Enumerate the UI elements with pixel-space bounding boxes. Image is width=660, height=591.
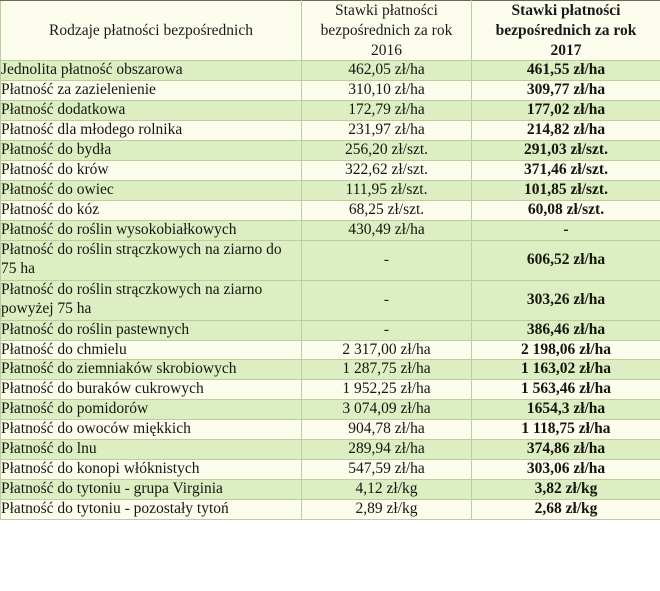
cell-rate-2016: 430,49 zł/ha — [302, 220, 472, 240]
cell-rate-2016: 904,78 zł/ha — [302, 420, 472, 440]
cell-rate-2017: 291,03 zł/szt. — [472, 141, 660, 161]
cell-payment-type: Płatność dodatkowa — [1, 101, 302, 121]
cell-rate-2017: 461,55 zł/ha — [472, 61, 660, 81]
cell-rate-2016: 172,79 zł/ha — [302, 101, 472, 121]
cell-payment-type: Płatność do konopi włóknistych — [1, 459, 302, 479]
cell-rate-2017: 3,82 zł/kg — [472, 479, 660, 499]
table-header — [1, 1, 660, 61]
cell-payment-type: Płatność za zazielenienie — [1, 81, 302, 101]
table-row — [1, 101, 660, 121]
column-header-rates-2016-year: 2016 — [371, 41, 402, 59]
cell-rate-2016: 256,20 zł/szt. — [302, 141, 472, 161]
cell-rate-2016: 111,95 zł/szt. — [302, 180, 472, 200]
cell-payment-type: Płatność do roślin pastewnych — [1, 320, 302, 340]
cell-rate-2017: 386,46 zł/ha — [472, 320, 660, 340]
column-header-rates-2016-line1: Stawki płatności — [335, 2, 438, 19]
cell-rate-2017: 2,68 zł/kg — [472, 499, 660, 519]
column-header-payment-type-label: Rodzaje płatności bezpośrednich — [48, 21, 253, 39]
cell-rate-2016: 462,05 zł/ha — [302, 61, 472, 81]
cell-rate-2016: 68,25 zł/szt. — [302, 200, 472, 220]
table-row — [1, 380, 660, 400]
cell-rate-2016: 322,62 zł/szt. — [302, 161, 472, 181]
column-header-rates-2017 — [472, 1, 660, 61]
table-row — [1, 121, 660, 141]
cell-rate-2016: 2,89 zł/kg — [302, 499, 472, 519]
table-row — [1, 400, 660, 420]
table-row — [1, 240, 660, 280]
cell-payment-type: Jednolita płatność obszarowa — [1, 61, 302, 81]
cell-rate-2017: 214,82 zł/ha — [472, 121, 660, 141]
cell-rate-2016: - — [302, 240, 472, 280]
table-row — [1, 479, 660, 499]
table-row — [1, 141, 660, 161]
cell-payment-type: Płatność do ziemniaków skrobiowych — [1, 360, 302, 380]
table-row — [1, 420, 660, 440]
cell-rate-2016: 547,59 zł/ha — [302, 459, 472, 479]
cell-rate-2016: 3 074,09 zł/ha — [302, 400, 472, 420]
cell-payment-type: Płatność do owoców miękkich — [1, 420, 302, 440]
column-header-rates-2017-line1: Stawki płatności — [511, 2, 621, 19]
cell-rate-2017: 177,02 zł/ha — [472, 101, 660, 121]
cell-rate-2017: 1 563,46 zł/ha — [472, 380, 660, 400]
cell-payment-type: Płatność do roślin strączkowych na ziarno do 75 ha — [1, 240, 302, 280]
cell-payment-type: Płatność do roślin strączkowych na ziarno powyżej 75 ha — [1, 280, 302, 320]
table-row — [1, 440, 660, 460]
cell-rate-2017: 101,85 zł/szt. — [472, 180, 660, 200]
cell-rate-2017: 1 118,75 zł/ha — [472, 420, 660, 440]
cell-payment-type: Płatność do roślin wysokobiałkowych — [1, 220, 302, 240]
cell-rate-2016: 1 952,25 zł/ha — [302, 380, 472, 400]
column-header-rates-2016 — [302, 1, 472, 61]
cell-rate-2017: 374,86 zł/ha — [472, 440, 660, 460]
cell-rate-2016: 2 317,00 zł/ha — [302, 340, 472, 360]
cell-rate-2017: 303,06 zł/ha — [472, 459, 660, 479]
cell-rate-2016: - — [302, 320, 472, 340]
column-header-rates-2017-line2: bezpośrednich za rok — [495, 21, 637, 39]
cell-rate-2016: 231,97 zł/ha — [302, 121, 472, 141]
table-row — [1, 220, 660, 240]
table-row — [1, 161, 660, 181]
cell-rate-2017: - — [472, 220, 660, 240]
cell-payment-type: Płatność do lnu — [1, 440, 302, 460]
table-row — [1, 499, 660, 519]
table-row — [1, 280, 660, 320]
cell-payment-type: Płatność do krów — [1, 161, 302, 181]
table-row — [1, 81, 660, 101]
column-header-rates-2017-year: 2017 — [550, 41, 582, 59]
table-header-row — [1, 1, 660, 61]
cell-payment-type: Płatność do pomidorów — [1, 400, 302, 420]
table-row — [1, 360, 660, 380]
cell-payment-type: Płatność do kóz — [1, 200, 302, 220]
cell-rate-2016: 4,12 zł/kg — [302, 479, 472, 499]
cell-rate-2016: 310,10 zł/ha — [302, 81, 472, 101]
cell-rate-2017: 309,77 zł/ha — [472, 81, 660, 101]
table-row — [1, 459, 660, 479]
table-row — [1, 200, 660, 220]
table-row — [1, 320, 660, 340]
cell-rate-2017: 371,46 zł/szt. — [472, 161, 660, 181]
cell-payment-type: Płatność do buraków cukrowych — [1, 380, 302, 400]
cell-rate-2017: 2 198,06 zł/ha — [472, 340, 660, 360]
cell-rate-2016: - — [302, 280, 472, 320]
cell-payment-type: Płatność do tytoniu - grupa Virginia — [1, 479, 302, 499]
cell-rate-2017: 1 163,02 zł/ha — [472, 360, 660, 380]
cell-rate-2017: 606,52 zł/ha — [472, 240, 660, 280]
table-row — [1, 340, 660, 360]
cell-rate-2016: 289,94 zł/ha — [302, 440, 472, 460]
cell-payment-type: Płatność do owiec — [1, 180, 302, 200]
column-header-rates-2016-line2: bezpośrednich za rok — [320, 21, 453, 39]
table-row — [1, 61, 660, 81]
cell-rate-2017: 303,26 zł/ha — [472, 280, 660, 320]
cell-payment-type: Płatność do tytoniu - pozostały tytoń — [1, 499, 302, 519]
cell-rate-2017: 60,08 zł/szt. — [472, 200, 660, 220]
table-body — [1, 61, 660, 519]
cell-payment-type: Płatność do bydła — [1, 141, 302, 161]
table-row — [1, 180, 660, 200]
cell-payment-type: Płatność do chmielu — [1, 340, 302, 360]
cell-rate-2017: 1654,3 zł/ha — [472, 400, 660, 420]
column-header-payment-type — [1, 1, 302, 61]
cell-payment-type: Płatność dla młodego rolnika — [1, 121, 302, 141]
cell-rate-2016: 1 287,75 zł/ha — [302, 360, 472, 380]
